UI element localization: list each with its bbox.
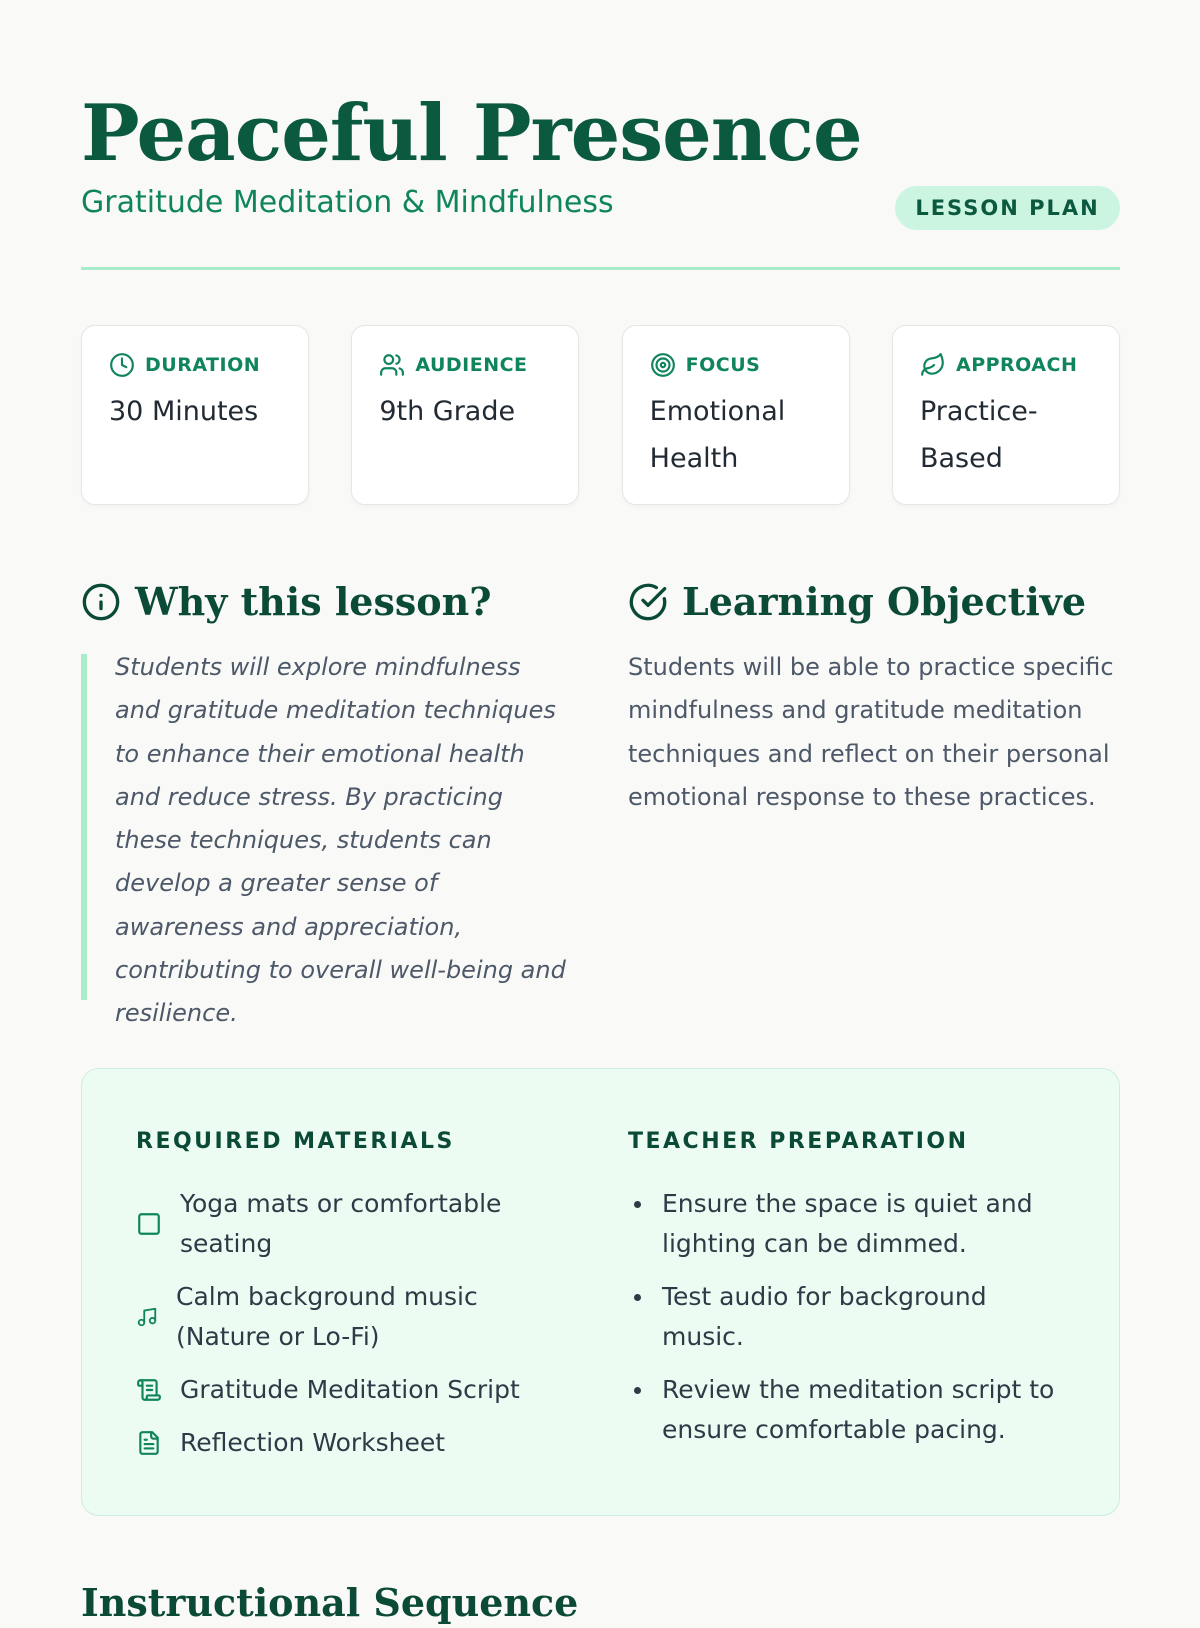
material-label: Gratitude Meditation Script (180, 1375, 520, 1404)
next-section-title: Instructional Sequence (81, 1580, 579, 1625)
why-section-title (81, 577, 492, 627)
materials-preparation-panel (81, 1068, 1120, 1516)
info-icon (81, 582, 121, 622)
stat-card-audience (351, 325, 579, 505)
users-icon (379, 352, 405, 378)
stat-value: 9th Grade (379, 396, 516, 427)
target-icon (650, 352, 676, 378)
material-label: Reflection Worksheet (180, 1428, 446, 1457)
file-text-icon (136, 1430, 162, 1456)
list-item (136, 1423, 576, 1463)
scroll-icon (136, 1377, 162, 1403)
stat-value: 30 Minutes (109, 396, 259, 427)
objective-text: Students will be able to practice specific mindfulness and gratitude meditation techniques and reflect on their personal emotional response to these practices. (628, 653, 1114, 811)
list-item: Review the meditation script to ensure comfortable pacing. (628, 1370, 1068, 1450)
preparation-heading: TEACHER PREPARATION (628, 1129, 969, 1154)
lesson-plan-badge: LESSON PLAN (895, 186, 1120, 230)
page-subtitle: Gratitude Meditation & Mindfulness (81, 185, 614, 220)
list-item (136, 1277, 576, 1357)
stat-label: DURATION (145, 354, 261, 376)
objective-body (628, 654, 1120, 819)
material-label: Calm background music (Nature or Lo-Fi) (176, 1282, 478, 1351)
stat-value: Practice-Based (919, 396, 1038, 474)
why-text: Students will explore mindfulness and gratitude meditation techniques to enhance their emotional health and reduce stress. By practicing these techniques, students can develop a greater sense of awareness and appreciation, contributing to overall well-being and resilience. (115, 653, 566, 1028)
why-body (81, 653, 573, 1028)
stat-cards (81, 325, 1120, 505)
material-label: Yoga mats or comfortable seating (180, 1189, 502, 1258)
stat-card-approach (892, 325, 1120, 505)
stat-label: APPROACH (955, 354, 1078, 376)
objective-title-text: Learning Objective (682, 579, 1087, 624)
list-item (136, 1184, 576, 1264)
stat-card-focus (622, 325, 850, 505)
materials-list (136, 1184, 576, 1476)
square-icon (136, 1211, 162, 1237)
why-title-text: Why this lesson? (135, 579, 492, 624)
list-item: Ensure the space is quiet and lighting can be dimmed. (628, 1184, 1068, 1264)
stat-label: FOCUS (685, 354, 761, 376)
list-item (136, 1370, 576, 1410)
leaf-icon (920, 352, 946, 378)
preparation-list (628, 1184, 1068, 1463)
page-title: Peaceful Presence (81, 88, 862, 179)
check-circle-icon (628, 582, 668, 622)
lesson-plan-page (81, 0, 1120, 1625)
materials-heading: REQUIRED MATERIALS (136, 1129, 455, 1154)
clock-icon (109, 352, 135, 378)
stat-card-duration (81, 325, 309, 505)
list-item: Test audio for background music. (628, 1277, 1068, 1357)
music-icon (136, 1306, 158, 1328)
stat-label: AUDIENCE (415, 354, 528, 376)
objective-section-title (628, 577, 1086, 627)
stat-value: Emotional Health (649, 396, 786, 474)
header-divider (81, 267, 1120, 270)
